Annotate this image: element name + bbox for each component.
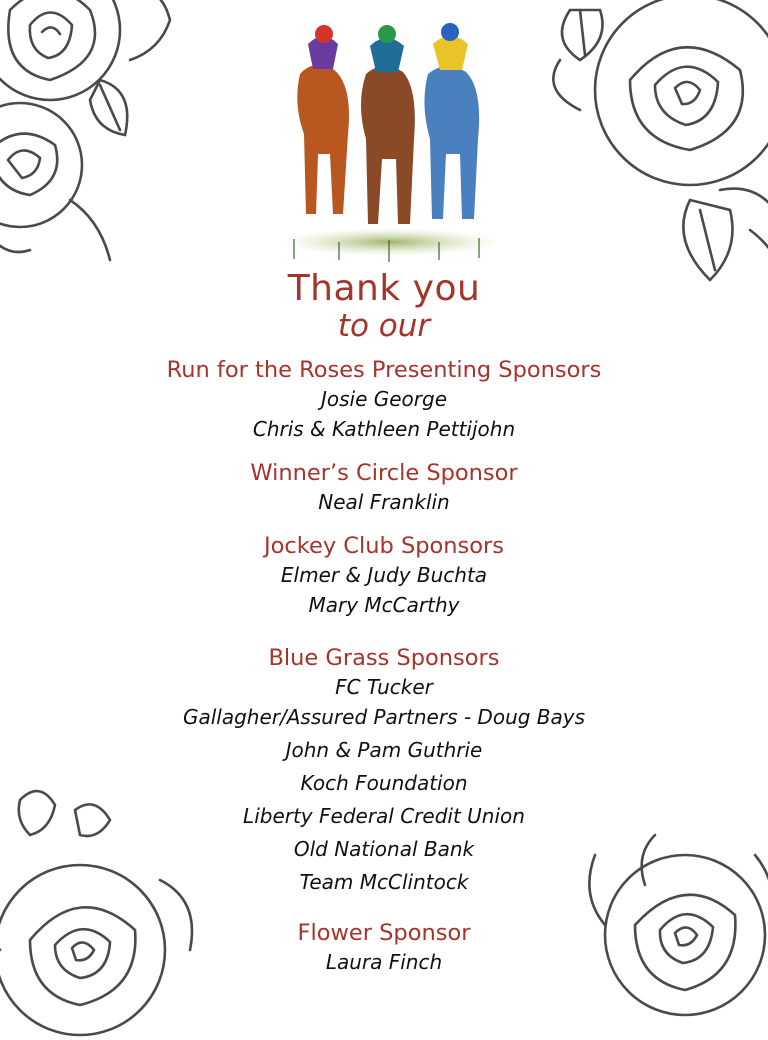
sponsor-name: John & Pam Guthrie <box>285 738 483 762</box>
rose-top-left-icon <box>0 0 190 270</box>
winners-circle-section <box>0 458 768 516</box>
thank-you-heading: Thank you <box>287 268 481 309</box>
sponsor-name: Neal Franklin <box>318 490 450 514</box>
flower-sponsor-section <box>0 918 768 976</box>
sponsor-name: Gallagher/Assured Partners - Doug Bays <box>182 705 586 729</box>
sponsor-name: FC Tucker <box>335 675 433 699</box>
rose-top-right-icon <box>540 0 768 300</box>
sponsor-name: Elmer & Judy Buchta <box>280 563 488 587</box>
horse-right <box>424 23 479 219</box>
section-title: Blue Grass Sponsors <box>268 645 500 671</box>
blue-grass-section <box>0 643 768 899</box>
sponsor-name: Mary McCarthy <box>308 593 460 617</box>
horse-middle <box>361 25 415 224</box>
section-title: Jockey Club Sponsors <box>263 533 505 559</box>
horse-left <box>297 25 349 214</box>
section-title: Winner’s Circle Sponsor <box>250 460 518 486</box>
sponsor-name: Liberty Federal Credit Union <box>243 804 525 828</box>
sponsor-name: Chris & Kathleen Pettijohn <box>252 417 516 441</box>
sponsor-name: Laura Finch <box>325 950 443 974</box>
jockey-club-section <box>0 531 768 622</box>
section-title: Run for the Roses Presenting Sponsors <box>166 357 602 383</box>
section-title: Flower Sponsor <box>297 920 471 946</box>
sponsor-name: Team McClintock <box>299 870 469 894</box>
sponsor-name: Old National Bank <box>293 837 475 861</box>
sponsor-name: Koch Foundation <box>300 771 468 795</box>
presenting-sponsors-section <box>0 355 768 446</box>
racehorses-illustration <box>278 14 502 266</box>
sponsor-name: Josie George <box>320 387 448 411</box>
to-our-subheading: to our <box>337 308 431 344</box>
